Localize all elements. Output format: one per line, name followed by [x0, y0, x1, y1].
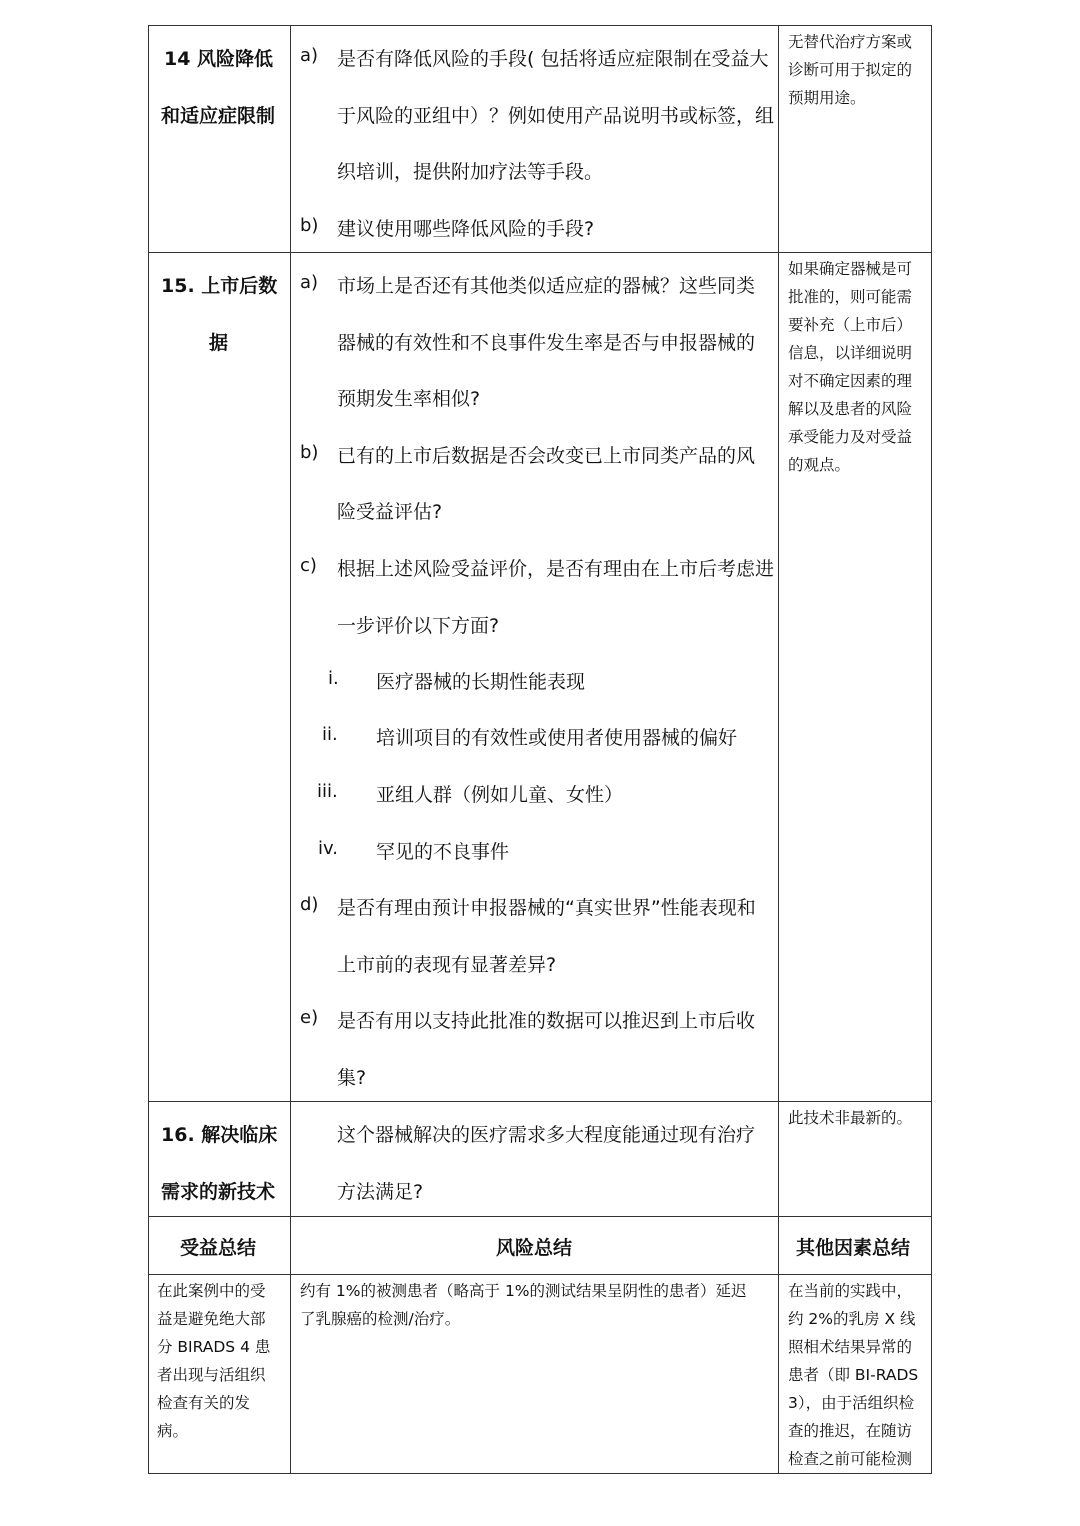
item-marker: d) [300, 894, 319, 915]
item-marker: a) [300, 45, 319, 66]
row-divider-16 [148, 1216, 932, 1217]
subitem-text: 培训项目的有效性或使用者使用器械的偏好 [376, 727, 738, 749]
subitem-text: 亚组人群（例如儿童、女性） [376, 784, 624, 806]
item-text: 预期发生率相似? [337, 388, 481, 410]
subitem-text: 医疗器械的长期性能表现 [376, 671, 586, 693]
item-text: 是否有理由预计申报器械的“真实世界”性能表现和 [337, 897, 756, 919]
benefit-summary-line: 者出现与活组织 [157, 1366, 266, 1384]
item-text: 这个器械解决的医疗需求多大程度能通过现有治疗 [337, 1124, 756, 1146]
risk-summary-line: 了乳腺癌的检测/治疗。 [300, 1310, 461, 1328]
item-marker: b) [300, 442, 319, 463]
row-15-label-line-2: 据 [209, 332, 229, 354]
other-summary-line: 3），由于活组织检 [788, 1394, 915, 1412]
row-16-note-line: 此技术非最新的。 [788, 1109, 913, 1127]
assessment-table [148, 25, 932, 1474]
row-14-label-line-1: 14 风险降低 [164, 48, 274, 70]
row-15-note-line: 的观点。 [788, 456, 851, 474]
other-summary-line: 患者（即 BI-RADS [788, 1366, 919, 1384]
row-divider-14 [148, 252, 932, 253]
row-15-note-line: 要补充（上市后） [788, 316, 913, 334]
table-border-bottom [148, 1473, 932, 1474]
row-15-note-line: 批准的，则可能需 [788, 288, 913, 306]
other-summary-line: 约 2%的乳房 X 线 [788, 1310, 916, 1328]
table-border-top [148, 25, 932, 26]
item-text: 建议使用哪些降低风险的手段? [337, 218, 595, 240]
subitem-text: 罕见的不良事件 [376, 841, 510, 863]
subitem-marker: ii. [322, 724, 338, 745]
row-16-label-line-1: 16. 解决临床 [161, 1124, 278, 1146]
benefit-summary-header: 受益总结 [180, 1237, 257, 1259]
item-marker: b) [300, 215, 319, 236]
item-text: 是否有降低风险的手段( 包括将适应症限制在受益大 [337, 48, 769, 70]
item-text: 市场上是否还有其他类似适应症的器械？这些同类 [337, 275, 756, 297]
other-summary-line: 在当前的实践中， [788, 1282, 913, 1300]
item-text: 根据上述风险受益评价，是否有理由在上市后考虑进 [337, 558, 775, 580]
benefit-summary-line: 病。 [157, 1422, 189, 1440]
item-text: 险受益评估? [337, 501, 443, 523]
item-text: 器械的有效性和不良事件发生率是否与申报器械的 [337, 332, 756, 354]
other-summary-line: 照相术结果异常的 [788, 1338, 913, 1356]
item-marker: c) [300, 555, 317, 576]
row-15-note-line: 信息，以详细说明 [788, 344, 913, 362]
benefit-summary-line: 在此案例中的受 [157, 1282, 266, 1300]
row-15-note-line: 解以及患者的风险 [788, 400, 913, 418]
row-15-label-line-1: 15. 上市后数 [161, 275, 278, 297]
row-14-note-line: 无替代治疗方案或 [788, 33, 913, 51]
row-15-note-line: 对不确定因素的理 [788, 372, 913, 390]
table-border-left [148, 25, 149, 1474]
row-divider-header [148, 1274, 932, 1275]
item-marker: e) [300, 1007, 319, 1028]
row-14-label-line-2: 和适应症限制 [161, 105, 276, 127]
item-text: 是否有用以支持此批准的数据可以推迟到上市后收 [337, 1010, 756, 1032]
row-15-note-line: 如果确定器械是可 [788, 260, 913, 278]
item-text: 织培训，提供附加疗法等手段。 [337, 161, 604, 183]
other-summary-line: 检查之前可能检测 [788, 1450, 913, 1468]
row-14-note-line: 预期用途。 [788, 89, 866, 107]
row-14-note-line: 诊断可用于拟定的 [788, 61, 913, 79]
subitem-marker: i. [328, 668, 339, 689]
column-divider-1 [290, 25, 291, 1474]
row-16-label-line-2: 需求的新技术 [161, 1181, 276, 1203]
item-text: 方法满足? [337, 1181, 424, 1203]
item-text: 于风险的亚组中）？例如使用产品说明书或标签，组 [337, 105, 775, 127]
item-text: 上市前的表现有显著差异? [337, 954, 557, 976]
risk-summary-line: 约有 1%的被测患者（略高于 1%的测试结果呈阴性的患者）延迟 [300, 1282, 747, 1300]
row-divider-15 [148, 1101, 932, 1102]
other-factors-summary-header: 其他因素总结 [796, 1237, 911, 1259]
item-marker: a) [300, 272, 319, 293]
item-text: 集? [337, 1067, 367, 1089]
benefit-summary-line: 检查有关的发 [157, 1394, 251, 1412]
column-divider-2 [778, 25, 779, 1474]
other-summary-line: 查的推迟，在随访 [788, 1422, 913, 1440]
benefit-summary-line: 益是避免绝大部 [157, 1310, 266, 1328]
item-text: 一步评价以下方面? [337, 615, 500, 637]
item-text: 已有的上市后数据是否会改变已上市同类产品的风 [337, 445, 756, 467]
benefit-summary-line: 分 BIRADS 4 患 [157, 1338, 271, 1356]
row-15-note-line: 承受能力及对受益 [788, 428, 913, 446]
risk-summary-header: 风险总结 [496, 1237, 573, 1259]
subitem-marker: iv. [318, 838, 338, 859]
subitem-marker: iii. [317, 781, 338, 802]
table-border-right [931, 25, 932, 1474]
